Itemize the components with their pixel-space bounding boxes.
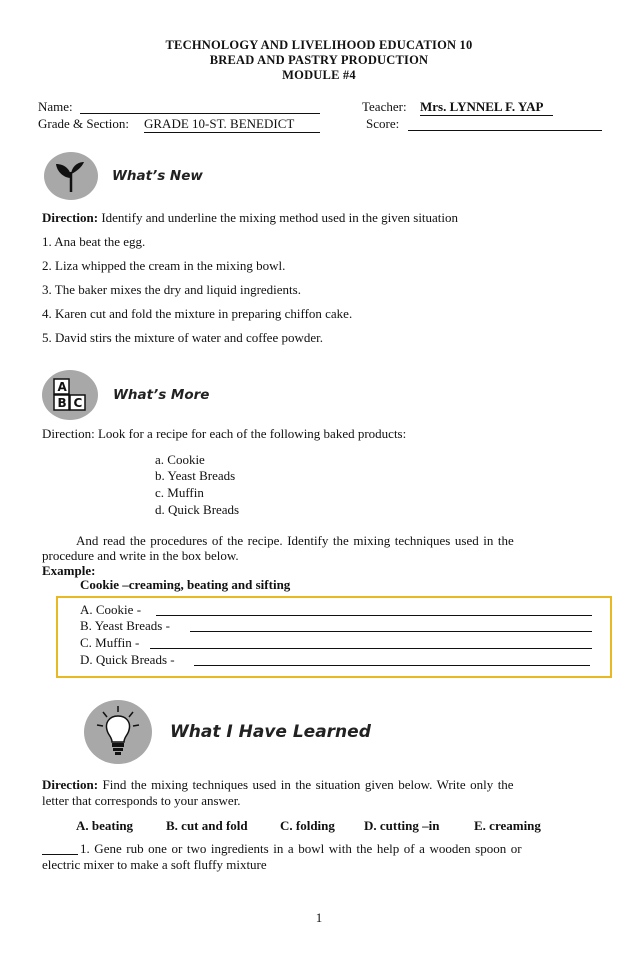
name-label: Name: (38, 99, 73, 114)
grade-section-value: GRADE 10-ST. BENEDICT (144, 116, 320, 133)
learned-heading: What I Have Learned (170, 722, 371, 742)
learned-direction-line2: letter that corresponds to your answer. (42, 793, 241, 808)
product-item: a. Cookie (155, 452, 205, 467)
box-item-yeast-breads: B. Yeast Breads - (80, 618, 170, 633)
svg-text:B: B (57, 396, 67, 410)
direction-text: Identify and underline the mixing method used in the given situation (101, 210, 459, 225)
name-field-line[interactable] (80, 113, 320, 114)
whats-new-direction (42, 210, 458, 226)
abc-blocks-icon (42, 370, 98, 420)
muffin-answer-line[interactable] (150, 648, 592, 649)
product-item: d. Quick Breads (155, 502, 240, 517)
whats-new-heading: What’s New (112, 168, 203, 184)
choice-b: B. cut and fold (166, 818, 248, 833)
choice-d: D. cutting –in (364, 818, 440, 833)
cookie-answer-line[interactable] (156, 615, 592, 616)
score-field-line[interactable] (408, 130, 602, 131)
svg-text:C: C (73, 396, 83, 410)
box-item-cookie: A. Cookie - (80, 602, 142, 617)
question-1-line1: 1. Gene rub one or two ingredients in a bowl with the help of a wooden spoon or (80, 841, 522, 856)
list-item: 5. David stirs the mixture of water and coffee powder. (42, 330, 323, 345)
page-number: 1 (315, 910, 323, 925)
product-item: c. Muffin (155, 485, 204, 500)
quick-breads-answer-line[interactable] (194, 665, 590, 666)
question-1-line2: electric mixer to make a soft fluffy mixture (42, 857, 267, 872)
list-item: 1. Ana beat the egg. (42, 234, 146, 249)
plant-sprout-icon (44, 152, 98, 200)
choice-e: E. creaming (474, 818, 541, 833)
teacher-label: Teacher: (362, 99, 407, 114)
yeast-breads-answer-line[interactable] (190, 631, 592, 632)
direction-label: Direction: (42, 210, 99, 225)
example-text: Cookie –creaming, beating and sifting (80, 577, 291, 592)
choice-a: A. beating (76, 818, 134, 833)
learned-direction-line1 (42, 777, 514, 793)
module-number: MODULE #4 (282, 68, 356, 82)
list-item: 2. Liza whipped the cream in the mixing bowl. (42, 258, 286, 273)
product-item: b. Yeast Breads (155, 468, 236, 483)
procedure-paragraph-line2: procedure and write in the box below. (42, 548, 239, 563)
direction-text: Find the mixing techniques used in the situation given below. Write only the (102, 777, 514, 792)
svg-text:A: A (57, 380, 67, 394)
whats-more-direction: Direction: Look for a recipe for each of the following baked products: (42, 426, 407, 441)
teacher-name: Mrs. LYNNEL F. YAP (420, 99, 553, 116)
whats-more-heading: What’s More (113, 387, 210, 403)
direction-label: Direction: (42, 777, 99, 792)
procedure-paragraph-line1: And read the procedures of the recipe. Identify the mixing techniques used in the (76, 533, 514, 548)
example-label: Example: (42, 563, 96, 578)
box-item-muffin: C. Muffin - (80, 635, 140, 650)
box-item-quick-breads: D. Quick Breads - (80, 652, 175, 667)
lightbulb-icon (84, 700, 152, 764)
list-item: 3. The baker mixes the dry and liquid ingredients. (42, 282, 301, 297)
grade-label: Grade & Section: (38, 116, 129, 131)
q1-answer-blank[interactable] (42, 854, 78, 855)
document-subtitle: BREAD AND PASTRY PRODUCTION (209, 53, 429, 67)
list-item: 4. Karen cut and fold the mixture in preparing chiffon cake. (42, 306, 353, 321)
document-title: TECHNOLOGY AND LIVELIHOOD EDUCATION 10 (165, 38, 473, 52)
choice-c: C. folding (280, 818, 335, 833)
score-label: Score: (366, 116, 400, 131)
